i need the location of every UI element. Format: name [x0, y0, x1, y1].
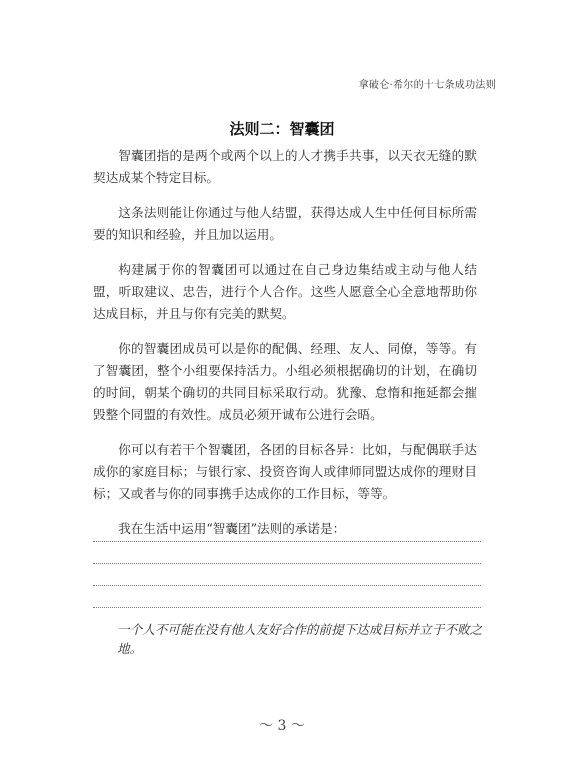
section-title: 法则二：智囊团 [229, 120, 335, 138]
write-line [93, 586, 481, 608]
pledge-write-lines [93, 520, 481, 608]
closing-quote: 一个人不可能在没有他人友好合作的前提下达成目标并立于不败之地。 [117, 622, 483, 656]
paragraph: 构建属于你的智囊团可以通过在自己身边集结或主动与他人结盟，听取建议、忠告，进行个人合作。这些人愿意全心全意地帮助你达成目标，并且与你有完美的默契。 [93, 262, 477, 321]
page-number: ～ 3 ～ [259, 718, 305, 734]
write-line [93, 542, 481, 564]
pledge-prompt: 我在生活中运用“智囊团”法则的承诺是： [118, 521, 346, 536]
body-text [93, 145, 477, 546]
write-line [93, 520, 481, 542]
write-line [93, 564, 481, 586]
paragraph: 你可以有若干个智囊团，各团的目标各异：比如，与配偶联手达成你的家庭目标；与银行家、投资咨询人或律师同盟达成你的理财目标；又或者与你的同事携手达成你的工作目标，等等。 [93, 442, 477, 501]
paragraph: 这条法则能让你通过与他人结盟，获得达成人生中任何目标所需要的知识和经验，并且加以运用。 [93, 205, 477, 242]
paragraph: 你的智囊团成员可以是你的配偶、经理、友人、同僚，等等。有了智囊团，整个小组要保持活力。小组必须根据确切的计划，在确切的时间，朝某个确切的共同目标采取行动。犹豫、怠惰和拖延都会摧毁整个同盟的有效性。成员必须开诚布公进行会晤。 [93, 341, 477, 422]
paragraph: 智囊团指的是两个或两个以上的人才携手共事，以天衣无缝的默契达成某个特定目标。 [93, 148, 477, 185]
running-header: 拿破仑·希尔的十七条成功法则 [358, 80, 496, 91]
